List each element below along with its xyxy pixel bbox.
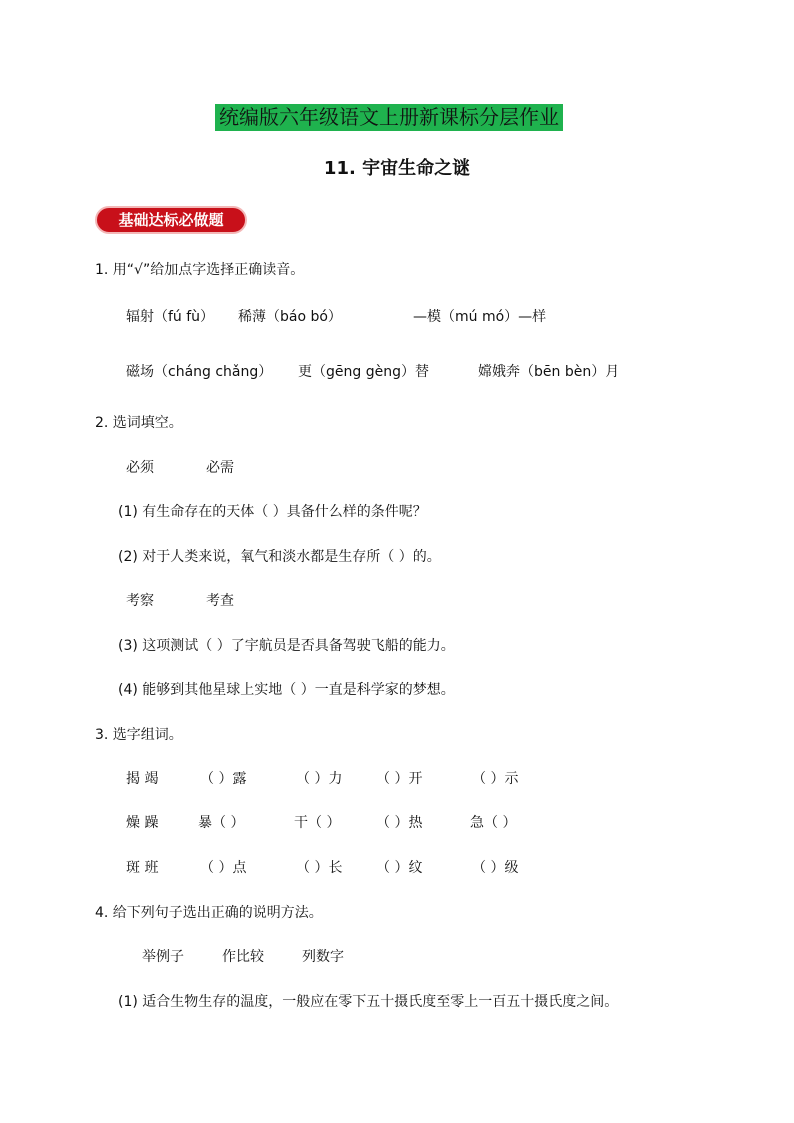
word-option: 考查 (206, 593, 234, 609)
fill-sentence: (1) 有生命存在的天体（ ）具备什么样的条件呢？ (118, 504, 427, 520)
word-option: 考察 (126, 593, 154, 609)
q1-item: 更（gēng gèng）替 (298, 364, 429, 380)
blank-word: （ ）点 (200, 860, 247, 876)
question-4-stem: 4. 给下列句子选出正确的说明方法。 (95, 905, 323, 921)
q1-item: 辐射（fú fù） (126, 309, 215, 325)
char-pair: 燥 躁 (126, 815, 159, 831)
blank-word: （ ）开 (376, 771, 423, 787)
method-option: 作比较 (222, 949, 264, 965)
fill-sentence: (2) 对于人类来说，氧气和淡水都是生存所（ ）的。 (118, 549, 441, 565)
char-pair: 揭 竭 (126, 771, 159, 787)
blank-word: （ ）纹 (376, 860, 423, 876)
worksheet-header: 统编版六年级语文上册新课标分层作业 (215, 104, 563, 131)
blank-word: 急（ ） (470, 815, 517, 831)
blank-word: （ ）长 (296, 860, 343, 876)
blank-word: （ ）级 (472, 860, 519, 876)
page-title: 11. 宇宙生命之谜 (323, 158, 471, 179)
method-option: 列数字 (302, 949, 344, 965)
q1-item: 稀薄（báo bó） (238, 309, 342, 325)
q1-item: 磁场（cháng chǎng） (126, 364, 273, 380)
blank-word: 干（ ） (294, 815, 341, 831)
question-3-stem: 3. 选字组词。 (95, 727, 183, 743)
fill-sentence: (1) 适合生物生存的温度，一般应在零下五十摄氏度至零上一百五十摄氏度之间。 (118, 994, 619, 1010)
blank-word: 暴（ ） (198, 815, 245, 831)
method-option: 举例子 (142, 949, 184, 965)
blank-word: （ ）热 (376, 815, 423, 831)
blank-word: （ ）力 (296, 771, 343, 787)
question-2-stem: 2. 选词填空。 (95, 415, 183, 431)
blank-word: （ ）示 (472, 771, 519, 787)
section-badge: 基础达标必做题 (95, 206, 247, 234)
blank-word: （ ）露 (200, 771, 247, 787)
q1-item: 嫦娥奔（bēn bèn）月 (478, 364, 620, 380)
word-option: 必需 (206, 460, 234, 476)
word-option: 必须 (126, 460, 154, 476)
q1-item: —模（mú mó）—样 (413, 309, 547, 325)
fill-sentence: (4) 能够到其他星球上实地（ ）一直是科学家的梦想。 (118, 682, 455, 698)
char-pair: 斑 班 (126, 860, 159, 876)
fill-sentence: (3) 这项测试（ ）了宇航员是否具备驾驶飞船的能力。 (118, 638, 455, 654)
question-1-stem: 1. 用“√”给加点字选择正确读音。 (95, 262, 305, 278)
